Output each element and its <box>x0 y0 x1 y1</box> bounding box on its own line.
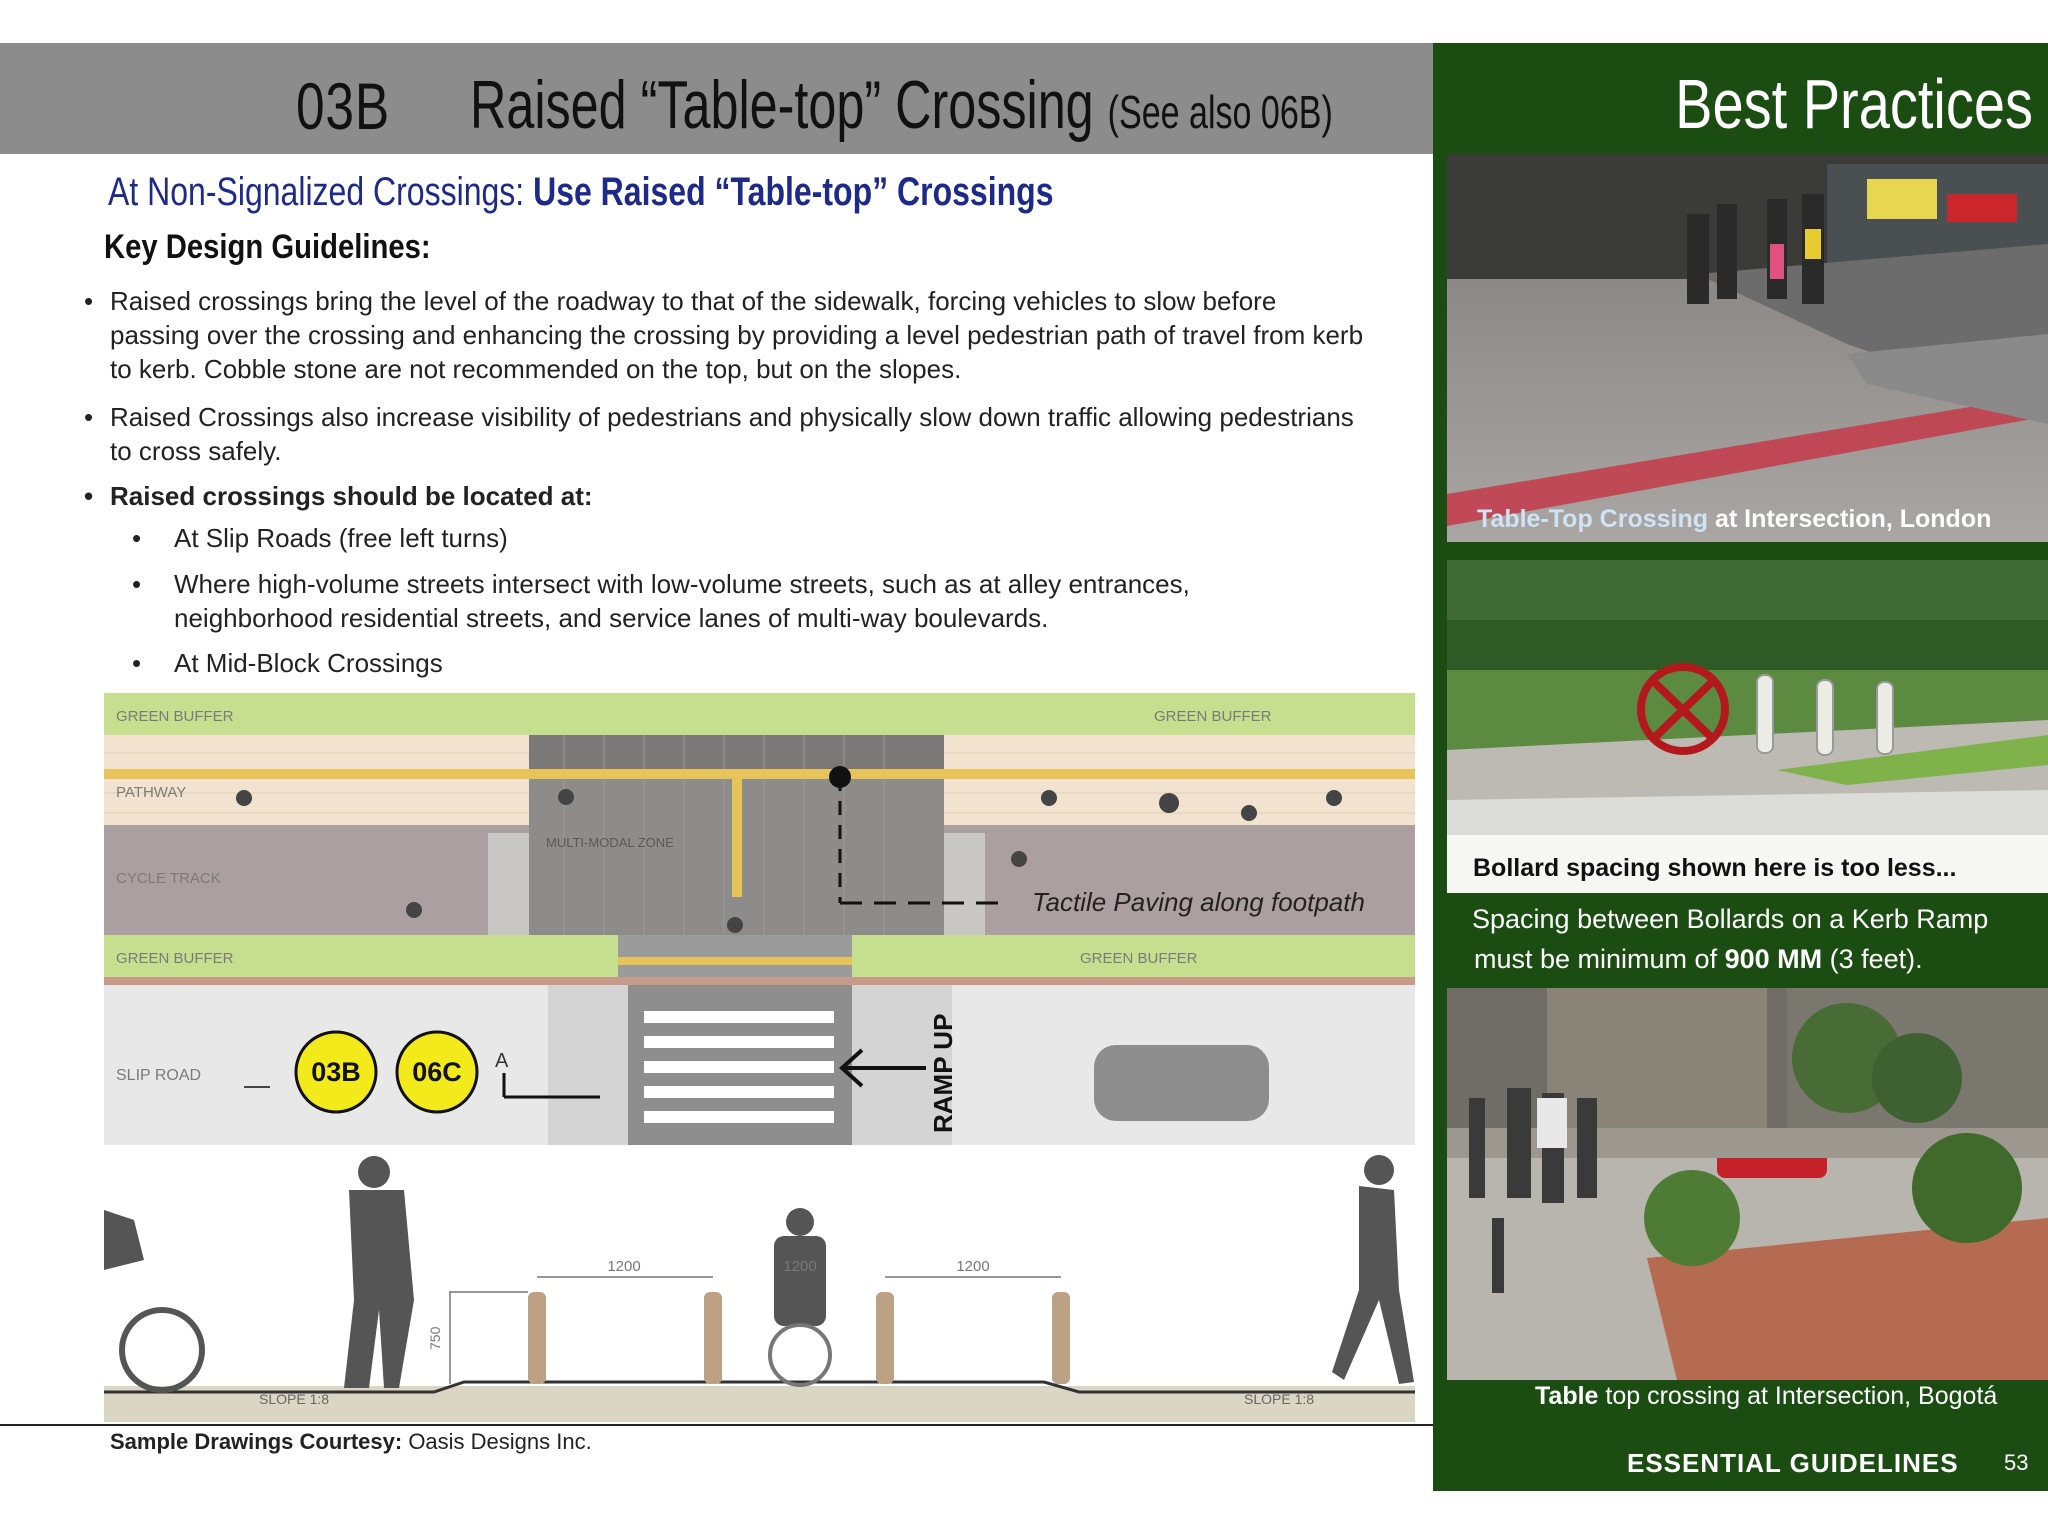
bullet-text: At Mid-Block Crossings <box>174 648 443 678</box>
bullet-2 <box>84 400 1370 468</box>
best-practices-title: Best Practices <box>1675 65 2033 143</box>
plan-label-green-buffer-3: GREEN BUFFER <box>116 950 234 967</box>
bullet-dot: • <box>132 569 142 599</box>
caption3-rest: top crossing at Intersection, Bogotá <box>1598 1382 1998 1410</box>
title-text: Raised “Table-top” Crossing <box>470 67 1094 143</box>
bullet-dot: • <box>132 523 142 553</box>
key-guidelines-heading: Key Design Guidelines: <box>104 228 431 266</box>
dim-750: 750 <box>427 1326 443 1350</box>
badge-06c: 06C <box>412 1057 462 1087</box>
plan-label-tactile: Tactile Paving along footpath <box>1032 887 1365 917</box>
see-also-text: (See also 06B) <box>1107 86 1333 138</box>
sub-bullet-2 <box>132 567 1354 635</box>
bollard-note-line1: Spacing between Bollards on a Kerb Ramp <box>1472 904 1989 934</box>
subtitle <box>108 170 1054 215</box>
slope-left: SLOPE 1:8 <box>259 1391 330 1407</box>
page-number: 53 <box>2004 1450 2029 1475</box>
bullet-dot: • <box>84 481 94 511</box>
plan-drawing <box>104 693 1415 1145</box>
plan-label-green-buffer-4: GREEN BUFFER <box>1080 950 1198 967</box>
footer-label: ESSENTIAL GUIDELINES <box>1627 1448 1959 1478</box>
bullet-text: Raised crossings should be located at: <box>110 481 593 511</box>
note-text-b: (3 feet). <box>1822 944 1923 974</box>
section-code: 03B <box>296 69 390 143</box>
dim-1200-middle: 1200 <box>783 1258 817 1275</box>
bollard-photo <box>1447 560 2048 893</box>
sub-bullet-1 <box>132 521 1354 555</box>
plan-label-multimodal: MULTI-MODAL ZONE <box>546 835 674 850</box>
drawing-courtesy <box>110 1429 592 1455</box>
caption3-bold: Table <box>1535 1382 1599 1410</box>
bogota-crossing-photo <box>1447 988 2048 1380</box>
bullet-3 <box>84 479 1370 513</box>
footer-divider <box>0 1424 1433 1426</box>
marker-a: A <box>495 1050 509 1072</box>
section-drawing <box>104 1150 1415 1422</box>
subtitle-prefix: At Non-Signalized Crossings: <box>108 170 525 214</box>
plan-label-slip-road: SLIP ROAD <box>116 1067 202 1084</box>
bullet-text: Raised Crossings also increase visibility of pedestrians and physically slow down traffic allowing pedestrians to cross safely. <box>110 402 1354 466</box>
photo2-caption: Bollard spacing shown here is too less... <box>1473 854 1957 882</box>
plan-label-cycle-track: CYCLE TRACK <box>116 870 221 887</box>
plan-label-green-buffer-2: GREEN BUFFER <box>1154 708 1272 725</box>
bullet-dot: • <box>84 286 94 316</box>
photo3-caption <box>1535 1382 1997 1411</box>
dim-1200-right: 1200 <box>956 1258 990 1275</box>
bollard-note-line2 <box>1474 944 1923 975</box>
note-text-a: must be minimum of <box>1474 944 1725 974</box>
sub-bullet-3 <box>132 646 1354 680</box>
courtesy-value: Oasis Designs Inc. <box>408 1429 592 1454</box>
bullet-text: Where high-volume streets intersect with low-volume streets, such as at alley entrances, neighborhood residential streets, and service lanes of multi-way boulevards. <box>174 569 1190 633</box>
ramp-up-label: RAMP UP <box>928 1013 958 1133</box>
photo1-caption: Table-Top Crossing at Intersection, London <box>1477 505 1992 533</box>
plan-label-pathway: PATHWAY <box>116 784 187 801</box>
bullet-dot: • <box>132 648 142 678</box>
dim-1200-left: 1200 <box>607 1258 641 1275</box>
page-title <box>470 66 1333 144</box>
bullet-dot: • <box>84 402 94 432</box>
bullet-text: Raised crossings bring the level of the roadway to that of the sidewalk, forcing vehicles to slow before passing over the crossing and enhancing the crossing by providing a level pedestrian path of travel from kerb to kerb. Cobble stone are not recommended on the top, but on the slopes. <box>110 286 1364 384</box>
plan-label-green-buffer-1: GREEN BUFFER <box>116 708 234 725</box>
note-bold-value: 900 MM <box>1724 944 1823 974</box>
bullet-text: At Slip Roads (free left turns) <box>174 523 508 553</box>
slope-right: SLOPE 1:8 <box>1244 1391 1315 1407</box>
subtitle-emphasis: Use Raised “Table-top” Crossings <box>533 170 1054 214</box>
london-crossing-photo <box>1447 154 2048 542</box>
badge-03b: 03B <box>311 1057 361 1087</box>
bullet-1 <box>84 284 1370 386</box>
courtesy-label: Sample Drawings Courtesy: <box>110 1429 403 1454</box>
